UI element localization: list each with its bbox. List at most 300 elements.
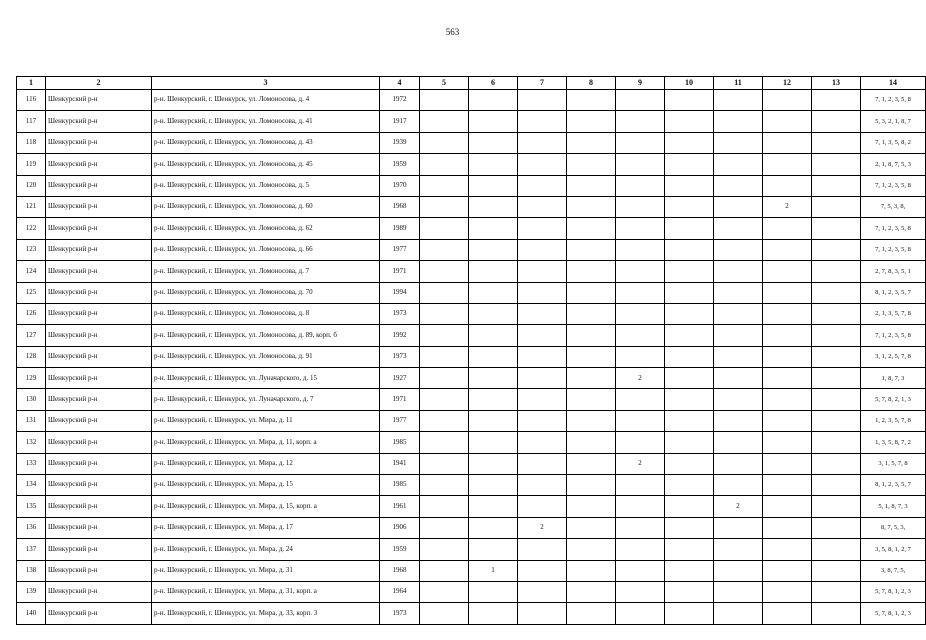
- table-row: [17, 410, 926, 431]
- district-cell: Шенкурский р-н: [46, 453, 152, 474]
- row-number: 129: [17, 368, 46, 389]
- row-number: 121: [17, 196, 46, 217]
- row-number: 140: [17, 603, 46, 624]
- col13-cell: [812, 475, 861, 496]
- col7-cell: [518, 410, 567, 431]
- col7-cell: [518, 453, 567, 474]
- col11-cell: [714, 196, 763, 217]
- table-row: [17, 132, 926, 153]
- col13-cell: [812, 517, 861, 538]
- col6-cell: [469, 261, 518, 282]
- district-cell: Шенкурский р-н: [46, 132, 152, 153]
- col7-cell: [518, 389, 567, 410]
- table-row: [17, 154, 926, 175]
- row-number: 136: [17, 517, 46, 538]
- col7-cell: [518, 368, 567, 389]
- col7-cell: [518, 132, 567, 153]
- col6-cell: [469, 539, 518, 560]
- table-row: [17, 111, 926, 132]
- address-cell: р-н. Шенкурский, г. Шенкурск, ул. Ломоносова, д. 60: [152, 196, 380, 217]
- codes-cell: 2, 7, 8, 3, 5, 1: [861, 261, 926, 282]
- col6-cell: [469, 410, 518, 431]
- district-cell: Шенкурский р-н: [46, 175, 152, 196]
- col13-cell: [812, 432, 861, 453]
- row-number: 130: [17, 389, 46, 410]
- col9-cell: [616, 346, 665, 367]
- col6-cell: [469, 368, 518, 389]
- col10-cell: [665, 453, 714, 474]
- col9-cell: [616, 581, 665, 602]
- col13-cell: [812, 368, 861, 389]
- col13-cell: [812, 581, 861, 602]
- col10-cell: [665, 389, 714, 410]
- col7-cell: [518, 90, 567, 111]
- year-cell: 1917: [380, 111, 420, 132]
- col9-cell: [616, 218, 665, 239]
- codes-cell: 7, 1, 3, 5, 8, 2: [861, 132, 926, 153]
- col8-cell: [567, 196, 616, 217]
- column-header-6: 6: [469, 77, 518, 90]
- table-row: [17, 90, 926, 111]
- codes-cell: 1, 8, 7, 3: [861, 368, 926, 389]
- row-number: 137: [17, 539, 46, 560]
- district-cell: Шенкурский р-н: [46, 154, 152, 175]
- table-row: [17, 282, 926, 303]
- address-cell: р-н. Шенкурский, г. Шенкурск, ул. Мира, д. 12: [152, 453, 380, 474]
- col10-cell: [665, 132, 714, 153]
- codes-cell: 8, 7, 5, 3,: [861, 517, 926, 538]
- district-cell: Шенкурский р-н: [46, 603, 152, 624]
- address-cell: р-н. Шенкурский, г. Шенкурск, ул. Мира, д. 11, корп. а: [152, 432, 380, 453]
- address-cell: р-н. Шенкурский, г. Шенкурск, ул. Ломоносова, д. 7: [152, 261, 380, 282]
- col7-cell: [518, 303, 567, 324]
- year-cell: 1970: [380, 175, 420, 196]
- year-cell: 1927: [380, 368, 420, 389]
- col11-cell: [714, 539, 763, 560]
- year-cell: 1989: [380, 218, 420, 239]
- col10-cell: [665, 175, 714, 196]
- col12-cell: [763, 539, 812, 560]
- col5-cell: [420, 261, 469, 282]
- col13-cell: [812, 261, 861, 282]
- col10-cell: [665, 581, 714, 602]
- col8-cell: [567, 581, 616, 602]
- col7-cell: [518, 325, 567, 346]
- col6-cell: [469, 475, 518, 496]
- col9-cell: [616, 261, 665, 282]
- col8-cell: [567, 90, 616, 111]
- col7-cell: [518, 496, 567, 517]
- col5-cell: [420, 560, 469, 581]
- col12-cell: [763, 239, 812, 260]
- year-cell: 1906: [380, 517, 420, 538]
- col13-cell: [812, 111, 861, 132]
- address-cell: р-н. Шенкурский, г. Шенкурск, ул. Ломоносова, д. 89, корп. б: [152, 325, 380, 346]
- district-cell: Шенкурский р-н: [46, 218, 152, 239]
- codes-cell: 7, 1, 2, 3, 5, 8: [861, 175, 926, 196]
- address-cell: р-н. Шенкурский, г. Шенкурск, ул. Луначарского, д. 7: [152, 389, 380, 410]
- col7-cell: [518, 346, 567, 367]
- column-header-9: 9: [616, 77, 665, 90]
- col6-cell: [469, 196, 518, 217]
- year-cell: 1973: [380, 303, 420, 324]
- codes-cell: 5, 7, 8, 1, 2, 3: [861, 581, 926, 602]
- address-cell: р-н. Шенкурский, г. Шенкурск, ул. Ломоносова, д. 5: [152, 175, 380, 196]
- col5-cell: [420, 475, 469, 496]
- row-number: 134: [17, 475, 46, 496]
- codes-cell: 7, 1, 2, 3, 5, 8: [861, 325, 926, 346]
- table-row: [17, 218, 926, 239]
- col11-cell: [714, 325, 763, 346]
- col9-cell: [616, 517, 665, 538]
- col12-cell: [763, 282, 812, 303]
- column-header-13: 13: [812, 77, 861, 90]
- year-cell: 1971: [380, 389, 420, 410]
- col6-cell: 1: [469, 560, 518, 581]
- year-cell: 1985: [380, 432, 420, 453]
- codes-cell: 5, 7, 8, 2, 1, 3: [861, 389, 926, 410]
- column-header-11: 11: [714, 77, 763, 90]
- col10-cell: [665, 539, 714, 560]
- table-row: [17, 560, 926, 581]
- col12-cell: [763, 175, 812, 196]
- column-header-3: 3: [152, 77, 380, 90]
- col13-cell: [812, 325, 861, 346]
- col9-cell: [616, 303, 665, 324]
- col11-cell: [714, 475, 763, 496]
- col10-cell: [665, 303, 714, 324]
- col11-cell: [714, 261, 763, 282]
- row-number: 116: [17, 90, 46, 111]
- col9-cell: [616, 496, 665, 517]
- district-cell: Шенкурский р-н: [46, 389, 152, 410]
- address-cell: р-н. Шенкурский, г. Шенкурск, ул. Мира, д. 17: [152, 517, 380, 538]
- col9-cell: [616, 282, 665, 303]
- col10-cell: [665, 282, 714, 303]
- col8-cell: [567, 603, 616, 624]
- col12-cell: [763, 303, 812, 324]
- col10-cell: [665, 154, 714, 175]
- col12-cell: [763, 496, 812, 517]
- col5-cell: [420, 496, 469, 517]
- col9-cell: [616, 239, 665, 260]
- col5-cell: [420, 111, 469, 132]
- table-row: [17, 239, 926, 260]
- col5-cell: [420, 453, 469, 474]
- col7-cell: [518, 218, 567, 239]
- column-header-12: 12: [763, 77, 812, 90]
- row-number: 133: [17, 453, 46, 474]
- codes-cell: 5, 1, 8, 7, 3: [861, 496, 926, 517]
- column-header-7: 7: [518, 77, 567, 90]
- codes-cell: 1, 2, 3, 5, 7, 8: [861, 410, 926, 431]
- year-cell: 1994: [380, 282, 420, 303]
- district-cell: Шенкурский р-н: [46, 239, 152, 260]
- district-cell: Шенкурский р-н: [46, 517, 152, 538]
- codes-cell: 7, 1, 2, 3, 5, 8: [861, 90, 926, 111]
- table-row: [17, 261, 926, 282]
- year-cell: 1961: [380, 496, 420, 517]
- col8-cell: [567, 496, 616, 517]
- col7-cell: [518, 239, 567, 260]
- col6-cell: [469, 218, 518, 239]
- col13-cell: [812, 560, 861, 581]
- col12-cell: [763, 389, 812, 410]
- row-number: 126: [17, 303, 46, 324]
- col12-cell: [763, 410, 812, 431]
- col11-cell: [714, 581, 763, 602]
- col9-cell: [616, 325, 665, 346]
- address-cell: р-н. Шенкурский, г. Шенкурск, ул. Ломоносова, д. 43: [152, 132, 380, 153]
- year-cell: 1964: [380, 581, 420, 602]
- table-row: [17, 453, 926, 474]
- district-cell: Шенкурский р-н: [46, 475, 152, 496]
- col13-cell: [812, 389, 861, 410]
- col8-cell: [567, 539, 616, 560]
- col12-cell: [763, 368, 812, 389]
- district-cell: Шенкурский р-н: [46, 282, 152, 303]
- address-cell: р-н. Шенкурский, г. Шенкурск, ул. Ломоносова, д. 41: [152, 111, 380, 132]
- col5-cell: [420, 196, 469, 217]
- address-cell: р-н. Шенкурский, г. Шенкурск, ул. Ломоносова, д. 91: [152, 346, 380, 367]
- codes-cell: 7, 1, 2, 3, 5, 8: [861, 239, 926, 260]
- col13-cell: [812, 90, 861, 111]
- address-cell: р-н. Шенкурский, г. Шенкурск, ул. Ломоносова, д. 66: [152, 239, 380, 260]
- col8-cell: [567, 218, 616, 239]
- col13-cell: [812, 453, 861, 474]
- col6-cell: [469, 132, 518, 153]
- table-row: [17, 368, 926, 389]
- col9-cell: [616, 111, 665, 132]
- district-cell: Шенкурский р-н: [46, 560, 152, 581]
- col5-cell: [420, 581, 469, 602]
- row-number: 128: [17, 346, 46, 367]
- address-cell: р-н. Шенкурский, г. Шенкурск, ул. Мира, д. 15: [152, 475, 380, 496]
- column-header-4: 4: [380, 77, 420, 90]
- col9-cell: [616, 175, 665, 196]
- address-cell: р-н. Шенкурский, г. Шенкурск, ул. Ломоносова, д. 70: [152, 282, 380, 303]
- year-cell: 1973: [380, 346, 420, 367]
- col11-cell: [714, 432, 763, 453]
- codes-cell: 8, 1, 2, 3, 5, 7: [861, 282, 926, 303]
- codes-cell: 3, 8, 7, 5,: [861, 560, 926, 581]
- address-cell: р-н. Шенкурский, г. Шенкурск, ул. Ломоносова, д. 62: [152, 218, 380, 239]
- col10-cell: [665, 218, 714, 239]
- col9-cell: [616, 196, 665, 217]
- col11-cell: [714, 453, 763, 474]
- col5-cell: [420, 517, 469, 538]
- col13-cell: [812, 603, 861, 624]
- col8-cell: [567, 261, 616, 282]
- col6-cell: [469, 581, 518, 602]
- year-cell: 1992: [380, 325, 420, 346]
- col6-cell: [469, 239, 518, 260]
- address-cell: р-н. Шенкурский, г. Шенкурск, ул. Мира, д. 31, корп. а: [152, 581, 380, 602]
- col11-cell: [714, 282, 763, 303]
- col10-cell: [665, 496, 714, 517]
- table-row: [17, 346, 926, 367]
- col11-cell: [714, 303, 763, 324]
- col6-cell: [469, 111, 518, 132]
- col5-cell: [420, 368, 469, 389]
- col13-cell: [812, 539, 861, 560]
- col7-cell: [518, 432, 567, 453]
- col11-cell: [714, 175, 763, 196]
- col6-cell: [469, 154, 518, 175]
- col7-cell: 2: [518, 517, 567, 538]
- col9-cell: 2: [616, 368, 665, 389]
- col10-cell: [665, 410, 714, 431]
- col5-cell: [420, 175, 469, 196]
- col5-cell: [420, 389, 469, 410]
- col9-cell: [616, 389, 665, 410]
- col8-cell: [567, 132, 616, 153]
- table-row: [17, 389, 926, 410]
- column-header-14: 14: [861, 77, 926, 90]
- col10-cell: [665, 111, 714, 132]
- col8-cell: [567, 175, 616, 196]
- district-cell: Шенкурский р-н: [46, 111, 152, 132]
- codes-cell: 3, 5, 8, 1, 2, 7: [861, 539, 926, 560]
- col11-cell: [714, 346, 763, 367]
- year-cell: 1977: [380, 239, 420, 260]
- col10-cell: [665, 368, 714, 389]
- col6-cell: [469, 346, 518, 367]
- col8-cell: [567, 368, 616, 389]
- col5-cell: [420, 218, 469, 239]
- district-cell: Шенкурский р-н: [46, 496, 152, 517]
- row-number: 138: [17, 560, 46, 581]
- col5-cell: [420, 239, 469, 260]
- col8-cell: [567, 475, 616, 496]
- col11-cell: [714, 517, 763, 538]
- col11-cell: [714, 218, 763, 239]
- col13-cell: [812, 303, 861, 324]
- col13-cell: [812, 175, 861, 196]
- col8-cell: [567, 282, 616, 303]
- col12-cell: [763, 346, 812, 367]
- district-cell: Шенкурский р-н: [46, 432, 152, 453]
- address-cell: р-н. Шенкурский, г. Шенкурск, ул. Мира, д. 15, корп. а: [152, 496, 380, 517]
- col9-cell: [616, 90, 665, 111]
- year-cell: 1985: [380, 475, 420, 496]
- col8-cell: [567, 517, 616, 538]
- col9-cell: [616, 539, 665, 560]
- col12-cell: 2: [763, 196, 812, 217]
- table-row: [17, 325, 926, 346]
- col12-cell: [763, 111, 812, 132]
- col11-cell: [714, 154, 763, 175]
- district-cell: Шенкурский р-н: [46, 410, 152, 431]
- col12-cell: [763, 560, 812, 581]
- col5-cell: [420, 346, 469, 367]
- col8-cell: [567, 453, 616, 474]
- col8-cell: [567, 560, 616, 581]
- col9-cell: [616, 132, 665, 153]
- col8-cell: [567, 154, 616, 175]
- row-number: 125: [17, 282, 46, 303]
- col13-cell: [812, 154, 861, 175]
- col9-cell: [616, 475, 665, 496]
- address-cell: р-н. Шенкурский, г. Шенкурск, ул. Мира, д. 33, корп. 3: [152, 603, 380, 624]
- col5-cell: [420, 90, 469, 111]
- table-row: [17, 603, 926, 624]
- col11-cell: [714, 111, 763, 132]
- col7-cell: [518, 111, 567, 132]
- column-header-2: 2: [46, 77, 152, 90]
- col5-cell: [420, 410, 469, 431]
- year-cell: 1959: [380, 154, 420, 175]
- table-row: [17, 496, 926, 517]
- col6-cell: [469, 325, 518, 346]
- data-table: [16, 76, 926, 625]
- col5-cell: [420, 132, 469, 153]
- col12-cell: [763, 475, 812, 496]
- col8-cell: [567, 111, 616, 132]
- col13-cell: [812, 496, 861, 517]
- table-row: [17, 432, 926, 453]
- col12-cell: [763, 154, 812, 175]
- col6-cell: [469, 517, 518, 538]
- col11-cell: [714, 90, 763, 111]
- col8-cell: [567, 303, 616, 324]
- col13-cell: [812, 346, 861, 367]
- codes-cell: 7, 1, 2, 3, 5, 8: [861, 218, 926, 239]
- col10-cell: [665, 560, 714, 581]
- column-header-5: 5: [420, 77, 469, 90]
- col10-cell: [665, 432, 714, 453]
- col8-cell: [567, 410, 616, 431]
- codes-cell: 2, 1, 3, 5, 7, 8: [861, 303, 926, 324]
- col7-cell: [518, 603, 567, 624]
- address-cell: р-н. Шенкурский, г. Шенкурск, ул. Луначарского, д. 15: [152, 368, 380, 389]
- col7-cell: [518, 282, 567, 303]
- col8-cell: [567, 346, 616, 367]
- year-cell: 1959: [380, 539, 420, 560]
- codes-cell: 2, 1, 8, 7, 5, 3: [861, 154, 926, 175]
- column-header-1: 1: [17, 77, 46, 90]
- row-number: 135: [17, 496, 46, 517]
- col9-cell: [616, 432, 665, 453]
- table-row: [17, 517, 926, 538]
- district-cell: Шенкурский р-н: [46, 90, 152, 111]
- col12-cell: [763, 581, 812, 602]
- col8-cell: [567, 432, 616, 453]
- codes-cell: 8, 1, 2, 3, 5, 7: [861, 475, 926, 496]
- col10-cell: [665, 346, 714, 367]
- col5-cell: [420, 154, 469, 175]
- row-number: 123: [17, 239, 46, 260]
- address-cell: р-н. Шенкурский, г. Шенкурск, ул. Мира, д. 11: [152, 410, 380, 431]
- col10-cell: [665, 90, 714, 111]
- col7-cell: [518, 581, 567, 602]
- district-cell: Шенкурский р-н: [46, 346, 152, 367]
- year-cell: 1939: [380, 132, 420, 153]
- col5-cell: [420, 325, 469, 346]
- col11-cell: [714, 132, 763, 153]
- col11-cell: [714, 239, 763, 260]
- col6-cell: [469, 432, 518, 453]
- codes-cell: 1, 3, 5, 8, 7, 2: [861, 432, 926, 453]
- col6-cell: [469, 282, 518, 303]
- col10-cell: [665, 517, 714, 538]
- row-number: 131: [17, 410, 46, 431]
- col5-cell: [420, 432, 469, 453]
- col10-cell: [665, 239, 714, 260]
- district-cell: Шенкурский р-н: [46, 196, 152, 217]
- col7-cell: [518, 154, 567, 175]
- district-cell: Шенкурский р-н: [46, 325, 152, 346]
